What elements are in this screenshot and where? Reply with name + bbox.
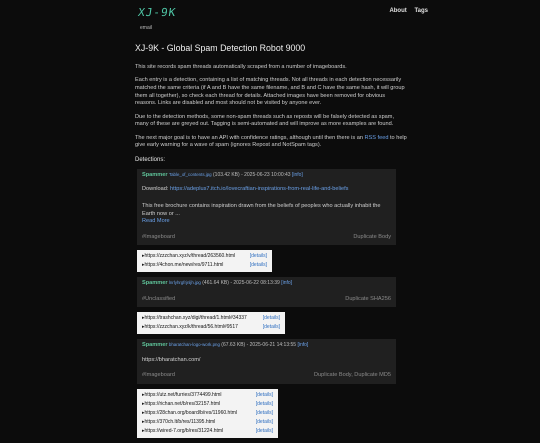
detection-kind: Spammer (142, 280, 168, 287)
download-link[interactable]: https://adeplus7.itch.io/lovecraftian-inspirations-from-real-life-and-beliefs (170, 186, 349, 193)
goal-text: The next major goal is to have an API with confidence ratings, although until then there is an (135, 134, 365, 141)
intro-paragraph: Due to the detection methods, some non-spam threads such as reposts will be falsely detected as spam, many of these are greyed out. Tagging is semi-automated and will improve as more examples are found. (135, 113, 395, 128)
details-link[interactable]: [details] (262, 324, 280, 331)
intro-paragraph: This site records spam threads automatically scraped from a number of imageboards. (135, 63, 347, 70)
download-label: Download: (142, 186, 169, 193)
details-link[interactable]: [details] (255, 410, 273, 417)
detection-tag[interactable]: #Imageboard (142, 233, 175, 240)
detection-meta: (67.63 KB) - 2025-06-21 14:13:55 (221, 342, 297, 349)
details-link[interactable]: [details] (255, 419, 273, 426)
thread-list (137, 250, 272, 272)
thread-url: ▸ https://4chon.me/new/res/9711.html (142, 262, 223, 269)
detection-footer (142, 234, 391, 242)
details-link[interactable]: [details] (262, 315, 280, 322)
thread-row (142, 418, 273, 427)
email-link[interactable]: email (140, 25, 152, 31)
detection-header (142, 172, 391, 180)
thread-row (142, 252, 267, 261)
thread-list (137, 389, 278, 438)
thread-url: ▸ https://utz.net/furries/3774499.html (142, 392, 222, 399)
main-content (135, 43, 407, 443)
thread-url: ▸ https://zzzchan.xyz/k/thread/56.html#9517 (142, 324, 238, 331)
detection-meta: (461.64 KB) - 2025-06-22 08:13:39 (202, 280, 280, 287)
detection-kind: Spammer (142, 342, 168, 349)
detection-description: This free brochure contains inspiration drawn from the beliefs of peoples who actually inhabit the Earth now or ... (142, 202, 381, 217)
info-link[interactable]: [info] (281, 280, 293, 287)
detection-kind: Spammer (142, 171, 168, 178)
thread-row (142, 391, 273, 400)
thread-url: ▸ https://richan.net/b/res/32157.html (142, 401, 220, 408)
intro-paragraph: Each entry is a detection, containing a list of matching threads. Not all threads in each detection necessarily matched the same criteria (if A and B have the same filename, and B and C have the same hash, it will group them all together), so check each thread for details. Attached images have been removed for obvious reasons. Links are disabled and most should not be visited by anyone ever. (135, 77, 405, 107)
thread-list (137, 312, 285, 334)
detection-note: Duplicate SHA256 (345, 295, 391, 302)
thread-url: ▸ https://wired-7.org/b/res/31224.html (142, 428, 223, 435)
download-line (142, 186, 391, 194)
thread-url: ▸ https://trashchan.xyz/digi/thread/1.html#34337 (142, 315, 247, 322)
top-nav (383, 7, 428, 15)
thread-url: ▸ https://28chan.org/board/b/res/11960.html (142, 410, 237, 417)
thread-url: ▸ https://370ch.lt/b/res/11395.html (142, 419, 215, 426)
thread-row (142, 314, 280, 323)
detections-heading: Detections: (135, 156, 166, 163)
detection-body-link: https://bharatchan.com/ (142, 356, 201, 363)
detection-header (142, 342, 391, 350)
details-link[interactable]: [details] (249, 262, 267, 269)
detection-filename: lnrlyhrgfrjnljh.jpg (168, 280, 201, 286)
detection-tag[interactable]: #Unclassified (142, 295, 176, 302)
detection-filename: Table_of_contents.jpg (168, 171, 212, 177)
goal-text: to help give early warning for a wave of spam (ignores Repost and NotSpam tags). (135, 134, 407, 149)
goal-paragraph (135, 135, 407, 150)
nav-about[interactable]: About (389, 8, 407, 14)
info-link[interactable]: [info] (297, 342, 309, 349)
nav-tags[interactable]: Tags (414, 8, 428, 14)
details-link[interactable]: [details] (255, 428, 273, 435)
rss-feed-link[interactable]: RSS feed (364, 134, 389, 141)
detection-header (142, 280, 391, 288)
detection-card (137, 169, 396, 245)
thread-row (142, 261, 267, 270)
page-title: XJ-9K - Global Spam Detection Robot 9000 (135, 43, 306, 53)
thread-row (142, 323, 280, 332)
detection-meta: (103.42 KB) - 2025-06-23 10:00:43 (213, 171, 291, 178)
detection-note: Duplicate Body (353, 233, 391, 240)
details-link[interactable]: [details] (255, 392, 273, 399)
thread-url: ▸ https://zzzchan.xyz/v/thread/263560.html (142, 253, 235, 260)
thread-row (142, 427, 273, 436)
detection-footer (142, 296, 391, 304)
thread-row (142, 409, 273, 418)
info-link[interactable]: [info] (291, 171, 303, 178)
detection-note: Duplicate Body, Duplicate MD5 (313, 372, 391, 379)
detection-card (137, 277, 396, 307)
detection-filename: bharatchan-logo-work.png (168, 342, 220, 348)
details-link[interactable]: [details] (249, 253, 267, 260)
read-more-link[interactable]: Read More (142, 218, 170, 225)
site-logo[interactable]: XJ-9K (137, 6, 178, 19)
detection-tag[interactable]: #Imageboard (142, 372, 175, 379)
detection-card (137, 339, 396, 384)
thread-row (142, 400, 273, 409)
details-link[interactable]: [details] (255, 401, 273, 408)
detection-footer (142, 372, 391, 380)
top-bar (0, 0, 540, 40)
